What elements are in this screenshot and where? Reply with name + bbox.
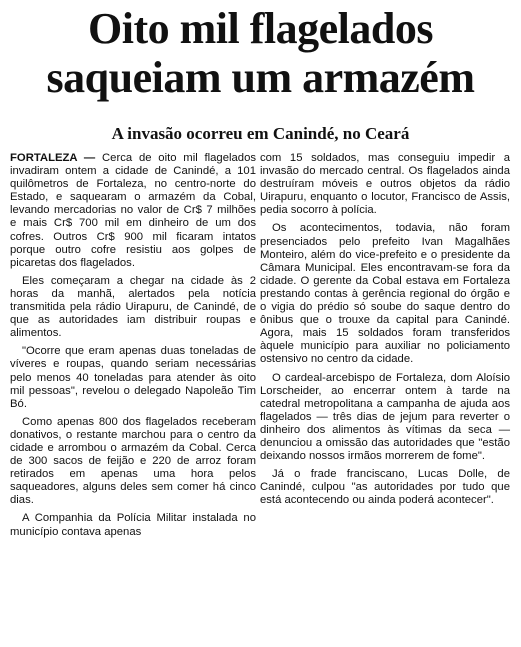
left-column <box>10 152 256 544</box>
headline-line-1: Oito mil flagelados <box>88 4 433 53</box>
subheadline: A invasão ocorreu em Canindé, no Ceará <box>111 124 410 143</box>
article-paragraph-5: A Companhia da Polícia Militar instalada no município contava apenas <box>10 512 256 538</box>
article-paragraph-3: "Ocorre que eram apenas duas toneladas de víveres e roupas, quando seriam necessárias pelo menos 40 toneladas para atender às oito mil pessoas", revelou o delegado Napoleão Tim Bó. <box>10 345 256 410</box>
headline <box>0 4 521 102</box>
right-column <box>260 152 510 512</box>
article-paragraph-2: Eles começaram a chegar na cidade às 2 horas da manhã, alertados pela notícia transmitida pela rádio Uirapuru, de Canindé, de que as autoridades iam distribuir roupas e alimentos. <box>10 274 256 340</box>
article-paragraph-4: Como apenas 800 dos flagelados receberam donativos, o restante marchou para o centro da cidade e arrombou o armazém da Cobal. Cerca de 300 sacos de feijão e 220 de arroz foram retirados em apenas uma hora pelos saqueadores, alguns deles sem comer há cinco dias. <box>10 415 256 507</box>
dateline: FORTALEZA — <box>10 152 96 164</box>
article-paragraph-9: Já o frade franciscano, Lucas Dolle, de Canindé, culpou "as autoridades por tudo que está acontecendo ou ainda poderá acontecer". <box>260 468 510 507</box>
article-paragraph-8: O cardeal-arcebispo de Fortaleza, dom Aloísio Lorscheider, ao encerrar ontem à tarde na catedral metropolitana a campanha de ajuda aos flagelados — três dias de jejum para reverter o dinheiro dos alimentos às vítimas da seca — denunciou a omissão das autoridades que "estão deixando nossos irmãos morrerem de fome". <box>260 371 510 463</box>
article-paragraph-7: Os acontecimentos, todavia, não foram presenciados pelo prefeito Ivan Magalhães Monteiro, além do vice-prefeito e o presidente da Câmara Municipal. Eles encontravam-se fora da cidade. O gerente da Cobal estava em Fortaleza prestando contas à gerência regional do órgão e o vigia do prédio só soube do saque dentro do ônibus que o trouxe da capital para Canindé. Agora, mais 15 soldados foram transferidos àquele município para auxiliar no policiamento ostensivo no centro da cidade. <box>260 222 510 366</box>
paragraph-text: Cerca de oito mil flagelados invadiram ontem a cidade de Canindé, a 101 quilômetros de Fortaleza, no centro-norte do Estado, e saquearam o armazém da Cobal, levando mercadorias no valor de Cr$ 7 milhões e mais Cr$ 700 mil em dinheiro de um dos cofres. Outros Cr$ 900 mil ficaram intatos porque outro cofre resistiu aos golpes de picaretas dos flagelados. <box>10 152 257 269</box>
article-paragraph-1 <box>10 152 256 270</box>
article-paragraph-6: com 15 soldados, mas conseguiu impedir a invasão do mercado central. Os flagelados ainda destruíram móveis e outros objetos da rádio Uirapuru, enquanto o locutor, Francisco de Assis, pedia socorro à polícia. <box>260 152 510 217</box>
headline-line-2: saqueiam um armazém <box>46 53 475 102</box>
